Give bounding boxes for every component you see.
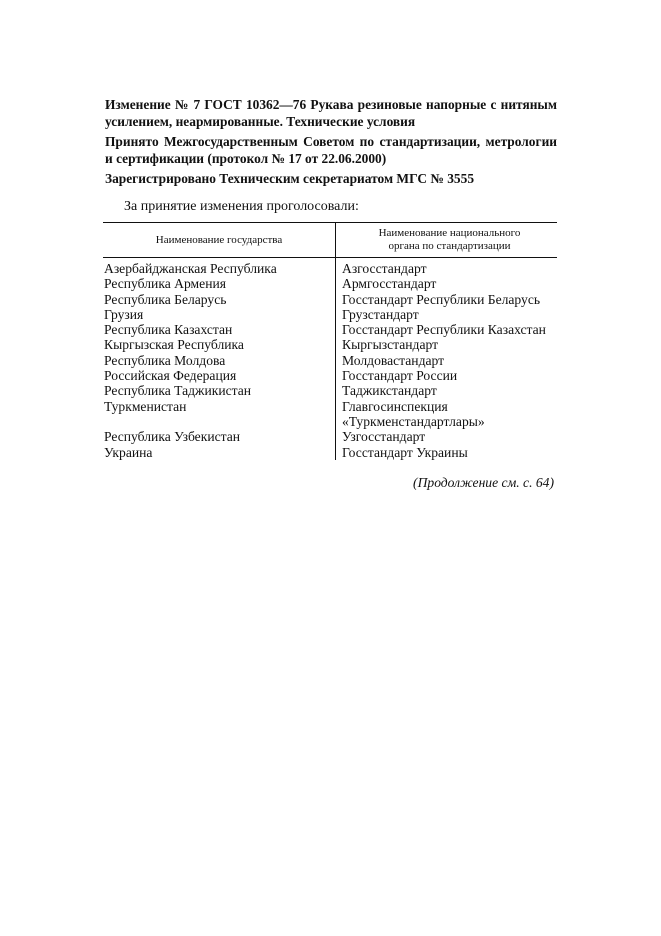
body-cell: Главгосинспекция «Туркменстандартлары» bbox=[342, 398, 485, 429]
table-row bbox=[103, 445, 557, 460]
body-cell: Госстандарт России bbox=[342, 368, 458, 384]
body-cell: Госстандарт Республики Беларусь bbox=[342, 291, 541, 307]
state-cell: Республика Армения bbox=[103, 276, 336, 291]
state-cell: Азербайджанская Республика bbox=[103, 258, 336, 277]
voting-intro: За принятие изменения проголосовали: bbox=[124, 199, 359, 214]
header-block bbox=[105, 96, 557, 190]
state-cell: Грузия bbox=[103, 307, 336, 322]
state-cell: Республика Таджикистан bbox=[103, 383, 336, 398]
adopted-statement: Принято Межгосударственным Советом по стандартизации, метрологии и сертификации (протокол № 17 от 22.06.2000) bbox=[105, 134, 557, 166]
column-header-body-text: Наименование национального органа по стандартизации bbox=[378, 227, 521, 252]
state-cell: Туркменистан bbox=[103, 399, 336, 430]
table-row bbox=[103, 337, 557, 352]
state-cell: Республика Беларусь bbox=[103, 292, 336, 307]
table-row bbox=[103, 383, 557, 398]
body-cell: Армгосстандарт bbox=[342, 276, 437, 292]
body-cell: Госстандарт Республики Казахстан bbox=[342, 322, 546, 338]
table-row bbox=[103, 307, 557, 322]
table-header-row bbox=[103, 223, 557, 258]
column-header-body bbox=[336, 223, 558, 258]
body-cell: Грузстандарт bbox=[342, 306, 419, 322]
table-row bbox=[103, 399, 557, 430]
column-header-state: Наименование государства bbox=[103, 223, 336, 258]
body-cell: Узгосстандарт bbox=[342, 429, 426, 445]
change-title: Изменение № 7 ГОСТ 10362—76 Рукава резиновые напорные с нитяным усилением, неармированные. Технические условия bbox=[105, 97, 557, 129]
state-cell: Российская Федерация bbox=[103, 368, 336, 383]
table-row bbox=[103, 368, 557, 383]
state-cell: Республика Казахстан bbox=[103, 322, 336, 337]
body-cell: Молдовастандарт bbox=[342, 352, 445, 368]
body-cell: Азгосстандарт bbox=[342, 261, 427, 276]
table-row bbox=[103, 353, 557, 368]
body-cell: Госстандарт Украины bbox=[342, 444, 468, 460]
state-cell: Кыргызская Республика bbox=[103, 337, 336, 352]
table-row bbox=[103, 429, 557, 444]
registration-statement: Зарегистрировано Техническим секретариатом МГС № 3555 bbox=[105, 171, 475, 186]
body-cell: Кыргызстандарт bbox=[342, 337, 439, 353]
table-row bbox=[103, 322, 557, 337]
state-cell: Республика Молдова bbox=[103, 353, 336, 368]
voting-table bbox=[103, 222, 557, 460]
body-cell: Таджикстандарт bbox=[342, 383, 437, 399]
state-cell: Республика Узбекистан bbox=[103, 429, 336, 444]
table-row bbox=[103, 292, 557, 307]
continuation-note: (Продолжение см. с. 64) bbox=[413, 475, 554, 490]
table-row bbox=[103, 276, 557, 291]
table-row bbox=[103, 258, 557, 277]
state-cell: Украина bbox=[103, 445, 336, 460]
